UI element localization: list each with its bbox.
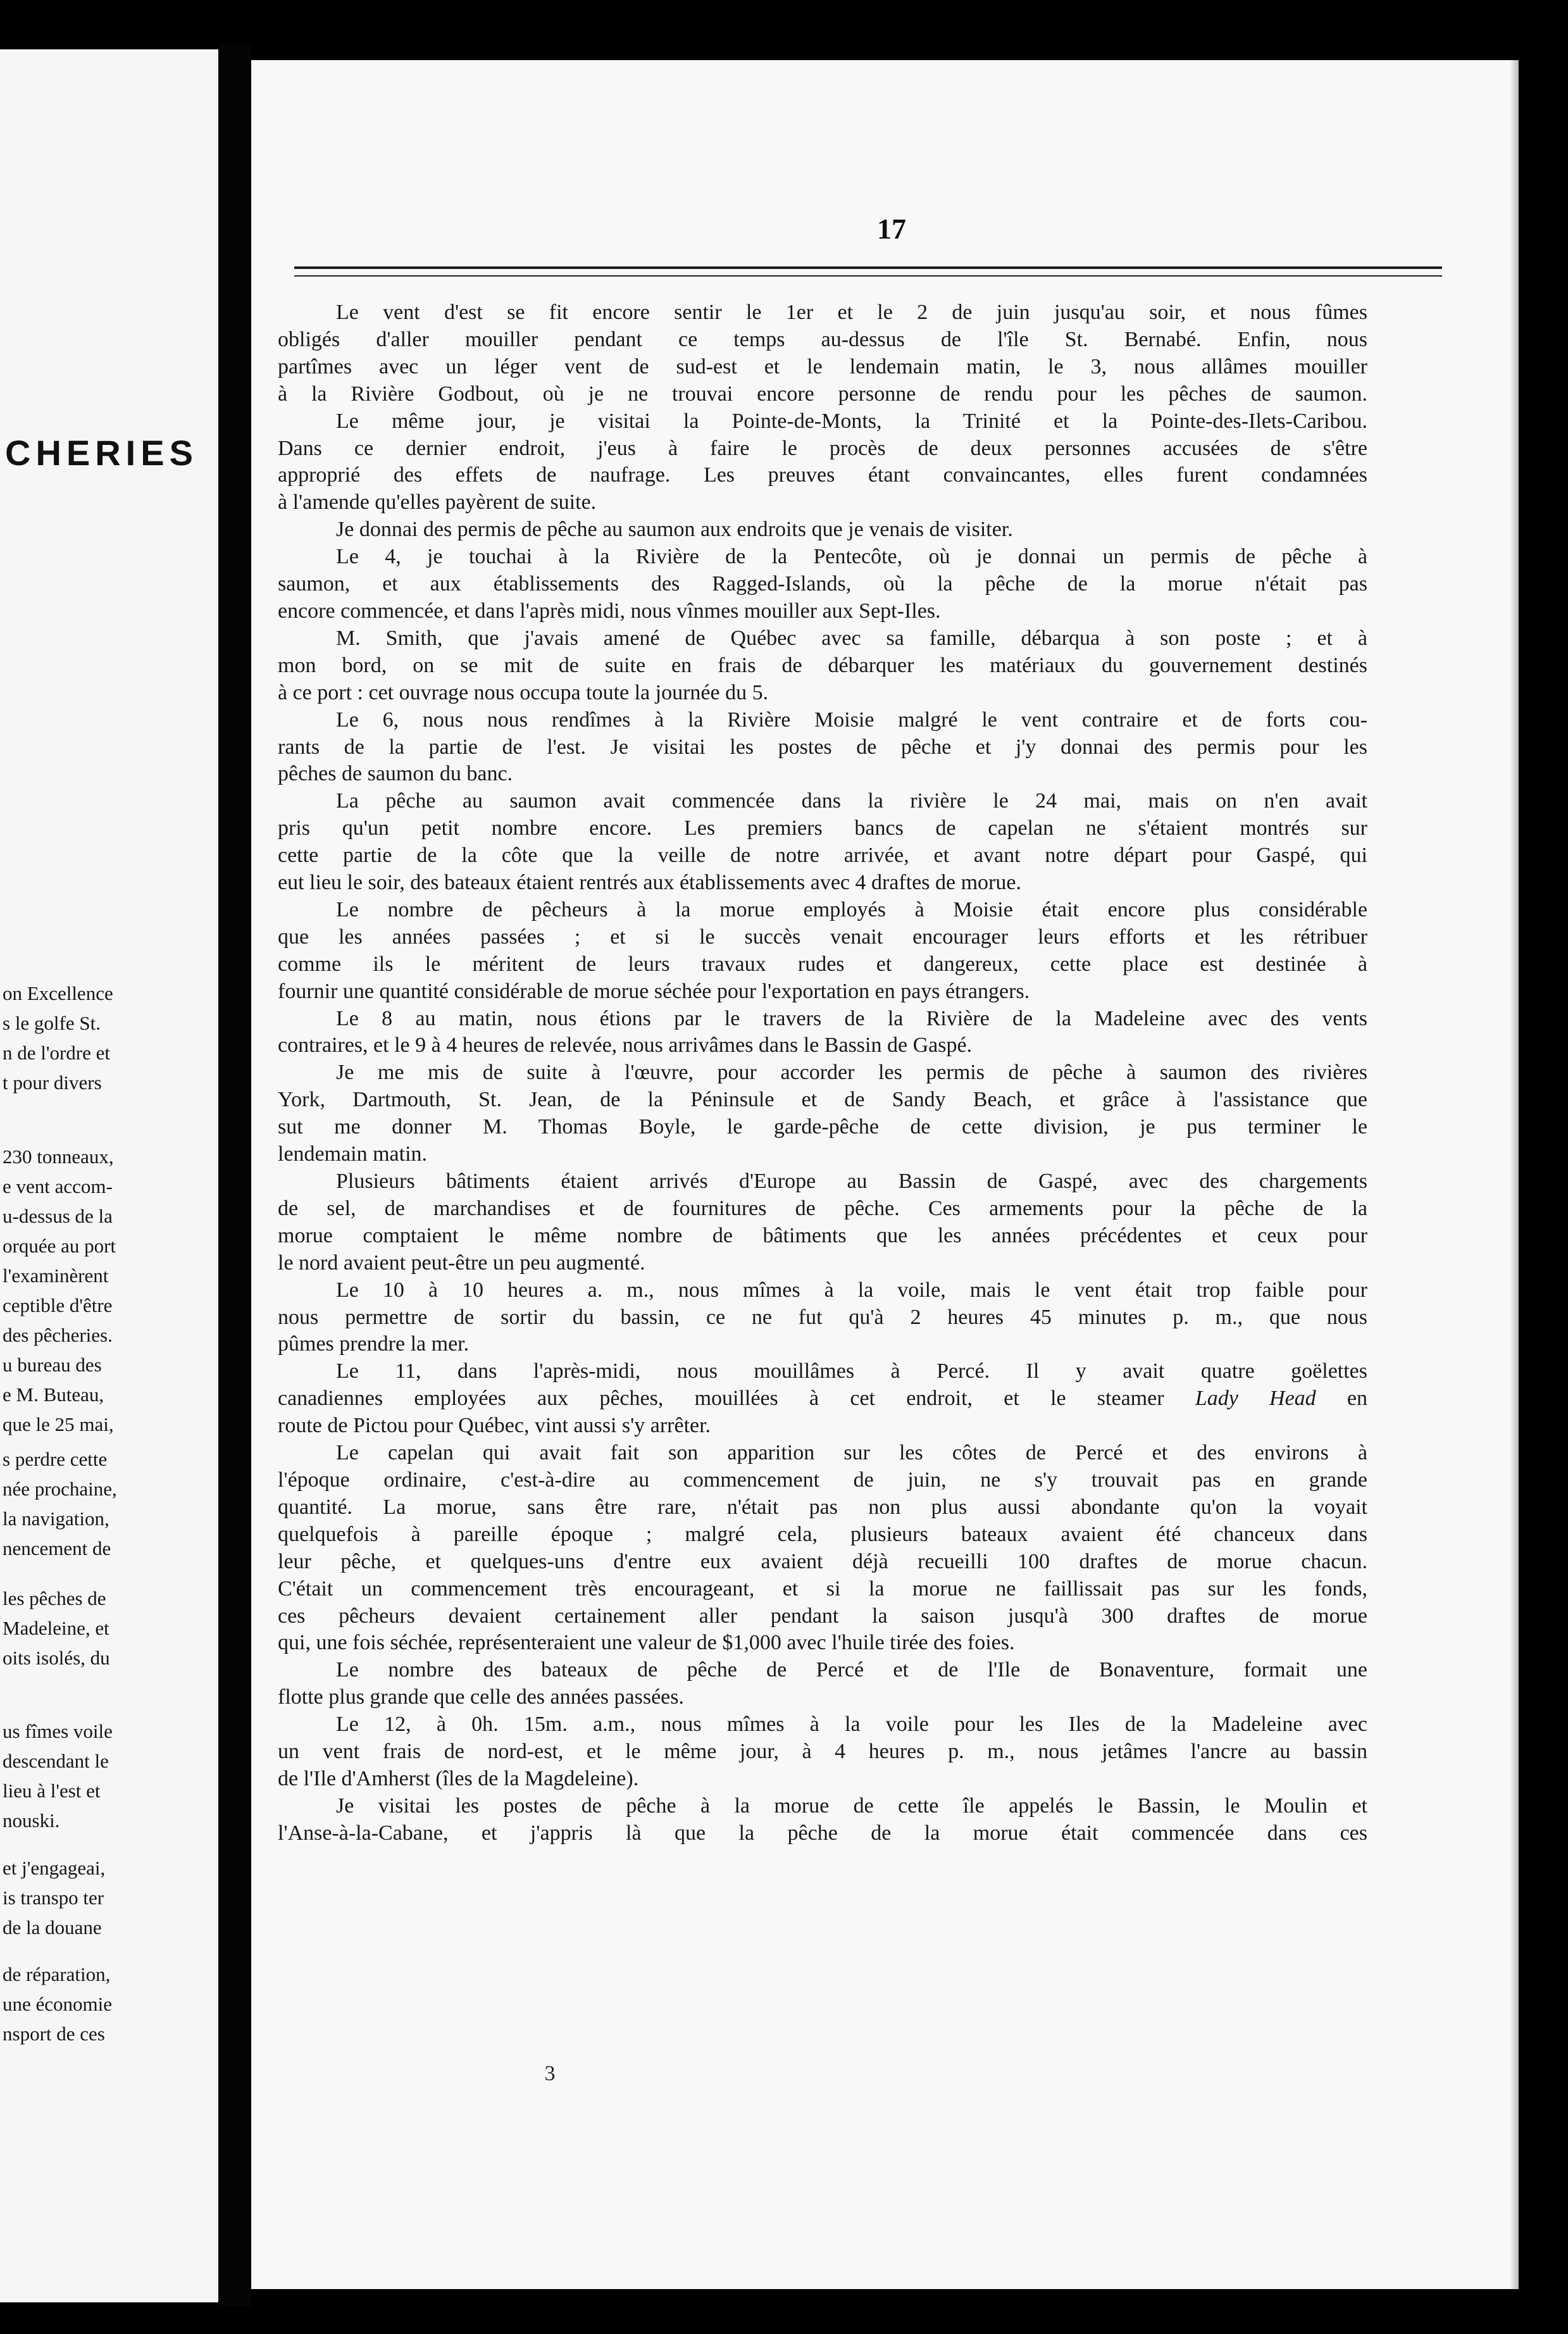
book-spine [218,44,251,2307]
body-line: eut lieu le soir, des bateaux étaient rentrés aux établissements avec 4 draftes de morue. [278,871,1021,895]
left-text-line: Madeleine, et [3,1617,109,1639]
body-line: saumon, et aux établissements des Ragged-Islands, où la pêche de la morue n'était pas [278,572,1367,596]
body-line: lendemain matin. [278,1142,428,1166]
body-line: un vent frais de nord-est, et le même jour, à 4 heures p. m., nous jetâmes l'ancre au bassin [278,1740,1367,1764]
left-text-line: ceptible d'être [3,1294,113,1316]
left-text-line: u bureau des [3,1354,102,1376]
body-line: que les années passées ; et si le succès venait encourager leurs efforts et les rétribuer [278,925,1367,949]
body-line: pêches de saumon du banc. [278,762,513,786]
page-edge-shadow [1510,60,1519,2289]
left-text-line: t pour divers [3,1071,102,1094]
left-text-line: orquée au port [3,1235,116,1257]
body-line: Le vent d'est se fit encore sentir le 1er et le 2 de juin jusqu'au soir, et nous fûmes [336,301,1367,324]
left-text-line: nsport de ces [3,2023,105,2045]
left-text-line: lieu à l'est et [3,1780,101,1802]
body-line: route de Pictou pour Québec, vint aussi s'y arrêter. [278,1414,711,1438]
left-text-line: s le golfe St. [3,1012,101,1034]
ship-name: Lady Head [1195,1387,1316,1411]
left-text-block [3,1959,112,2049]
body-line: Plusieurs bâtiments étaient arrivés d'Europe au Bassin de Gaspé, avec des chargements [336,1170,1367,1193]
header-rule [294,266,1442,269]
body-line: Le même jour, je visitai la Pointe-de-Monts, la Trinité et la Pointe-des-Ilets-Caribou. [336,409,1367,433]
body-line: mon bord, on se mit de suite en frais de débarquer les matériaux du gouvernement destinés [278,653,1367,677]
body-line: à l'amende qu'elles payèrent de suite. [278,490,597,515]
left-text-line: nouski. [3,1809,60,1832]
left-text-line: descendant le [3,1750,109,1772]
body-line: flotte plus grande que celle des années passées. [278,1685,684,1709]
body-line: comme ils le méritent de leurs travaux rudes et dangereux, cette place est destinée à [278,952,1367,976]
body-line: Le 12, à 0h. 15m. a.m., nous mîmes à la voile pour les Iles de la Madeleine avec [336,1713,1367,1737]
left-text-line: 230 tonneaux, [3,1145,114,1168]
left-text-line: on Excellence [3,982,113,1004]
left-text-line: une économie [3,1993,113,2015]
left-text-line: née prochaine, [3,1478,117,1500]
body-line: Le 8 au matin, nous étions par le travers de la Rivière de la Madeleine avec des vents [336,1006,1367,1030]
body-line: Le 4, je touchai à la Rivière de la Pentecôte, où je donnai un permis de pêche à [336,545,1367,569]
body-line: l'Anse-à-la-Cabane, et j'appris là que la pêche de la morue était commencée dans ces [278,1821,1367,1845]
left-text-line: u-dessus de la [3,1205,113,1227]
body-line: partîmes avec un léger vent de sud-est et le lendemain matin, le 3, nous allâmes mouiller [278,354,1367,378]
left-text-line: is transpo ter [3,1887,104,1909]
body-line: quantité. La morue, sans être rare, n'était pas non plus aussi abondante qu'on la voyait [278,1495,1367,1519]
body-line: ces pêcheurs devaient certainement aller pendant la saison jusqu'à 300 draftes de morue [278,1604,1367,1628]
left-text-line: la navigation, [3,1507,109,1530]
header-rule-thin [294,275,1442,277]
body-line: nous permettre de sortir du bassin, ce ne fut qu'à 2 heures 45 minutes p. m., que nous [278,1305,1367,1329]
left-text-line: us fîmes voile [3,1720,113,1742]
body-line: fournir une quantité considérable de morue séchée pour l'exportation en pays étrangers. [278,979,1030,1003]
body-line: Le capelan qui avait fait son apparition sur les côtes de Percé et des environs à [336,1441,1367,1465]
left-text-block [3,1444,117,1563]
left-text-line: e M. Buteau, [3,1383,104,1406]
left-text-line: l'examinèrent [3,1264,109,1287]
body-line: York, Dartmouth, St. Jean, de la Péninsule et de Sandy Beach, et grâce à l'assistance que [278,1088,1367,1112]
body-line: Le 11, dans l'après-midi, nous mouillâmes à Percé. Il y avait quatre goëlettes [336,1359,1367,1383]
body-line: le nord avaient peut-être un peu augmenté. [278,1251,645,1275]
body-line: Dans ce dernier endroit, j'eus à faire le procès de deux personnes accusées de s'être [278,436,1367,460]
body-line: canadiennes employées aux pêches, mouillées à cet endroit, et le steamer Lady Head en [278,1387,1368,1411]
left-page [0,49,218,2302]
body-line: contraires, et le 9 à 4 heures de relevée, nous arrivâmes dans le Bassin de Gaspé. [278,1033,973,1058]
signature-mark: 3 [544,2062,556,2085]
body-line: cette partie de la côte que la veille de notre arrivée, et avant notre départ pour Gaspé, qui [278,844,1367,868]
body-line: sut me donner M. Thomas Boyle, le garde-pêche de cette division, je pus terminer le [278,1115,1367,1139]
left-page-heading: CHERIES [5,433,198,473]
left-text-line: les pêches de [3,1587,106,1609]
left-text-line: de réparation, [3,1963,111,1985]
left-text-line: n de l'ordre et [3,1042,110,1064]
left-text-line: que le 25 mai, [3,1413,114,1435]
left-text-line: e vent accom- [3,1175,113,1197]
body-line: La pêche au saumon avait commencée dans la rivière le 24 mai, mais on n'en avait [336,789,1367,813]
body-line: rants de la partie de l'est. Je visitai les postes de pêche et j'y donnai des permis pour les [278,735,1367,759]
body-line: Je donnai des permis de pêche au saumon aux endroits que je venais de visiter. [336,518,1013,542]
body-line: de sel, de marchandises et de fournitures de pêche. Ces armements pour la pêche de la [278,1196,1367,1220]
right-page [251,60,1519,2289]
body-line: Le nombre des bateaux de pêche de Percé et de l'Ile de Bonaventure, formait une [336,1658,1367,1682]
left-text-line: des pêcheries. [3,1324,113,1346]
body-text [278,299,1367,1847]
body-line: Le 6, nous nous rendîmes à la Rivière Moisie malgré le vent contraire et de forts cou- [336,708,1367,732]
left-text-line: de la douane [3,1916,102,1938]
left-text-block [3,1716,113,1835]
body-line: encore commencée, et dans l'après midi, nous vînmes mouiller aux Sept-Iles. [278,599,941,623]
body-line: M. Smith, que j'avais amené de Québec avec sa famille, débarqua à son poste ; et à [336,626,1367,650]
body-line: à ce port : cet ouvrage nous occupa toute la journée du 5. [278,680,769,704]
left-text-block [3,1853,105,1942]
left-text-line: s perdre cette [3,1448,108,1470]
body-line: pûmes prendre la mer. [278,1332,470,1356]
body-line: Le 10 à 10 heures a. m., nous mîmes à la voile, mais le vent était trop faible pour [336,1278,1367,1302]
body-line: qui, une fois séchée, représenteraient une valeur de $1,000 avec l'huile tirée des foies. [278,1631,1015,1655]
body-line: à la Rivière Godbout, où je ne trouvai encore personne de rendu pour les pêches de saumon. [278,382,1367,406]
body-line: obligés d'aller mouiller pendant ce temps au-dessus de l'île St. Bernabé. Enfin, nous [278,327,1367,351]
left-text-block [3,1142,116,1439]
body-line: pris qu'un petit nombre encore. Les premiers bancs de capelan ne s'étaient montrés sur [278,816,1367,840]
body-line: l'époque ordinaire, c'est-à-dire au commencement de juin, ne s'y trouvait pas en grande [278,1468,1367,1492]
body-line: Je visitai les postes de pêche à la morue de cette île appelés le Bassin, le Moulin et [336,1794,1367,1818]
body-line: approprié des effets de naufrage. Les preuves étant convaincantes, elles furent condamnées [278,463,1367,487]
body-line: Le nombre de pêcheurs à la morue employés à Moisie était encore plus considérable [336,897,1367,921]
left-text-block [3,978,113,1097]
left-text-line: et j'engageai, [3,1857,106,1879]
body-line: morue comptaient le même nombre de bâtiments que les années précédentes et ceux pour [278,1223,1367,1247]
page-number: 17 [877,213,906,245]
left-text-line: nencement de [3,1537,111,1559]
left-text-line: oits isolés, du [3,1647,110,1669]
body-line: Je me mis de suite à l'œuvre, pour accorder les permis de pêche à saumon des rivières [336,1061,1367,1085]
left-text-block [3,1583,110,1673]
body-line: de l'Ile d'Amherst (îles de la Magdeleine). [278,1766,639,1790]
body-line: C'était un commencement très encourageant, et si la morue ne faillissait pas sur les fonds, [278,1576,1367,1601]
body-line: leur pêche, et quelques-uns d'entre eux avaient déjà recueilli 100 draftes de morue chacun. [278,1549,1367,1573]
body-line: quelquefois à pareille époque ; malgré cela, plusieurs bateaux avaient été chanceux dans [278,1522,1367,1546]
